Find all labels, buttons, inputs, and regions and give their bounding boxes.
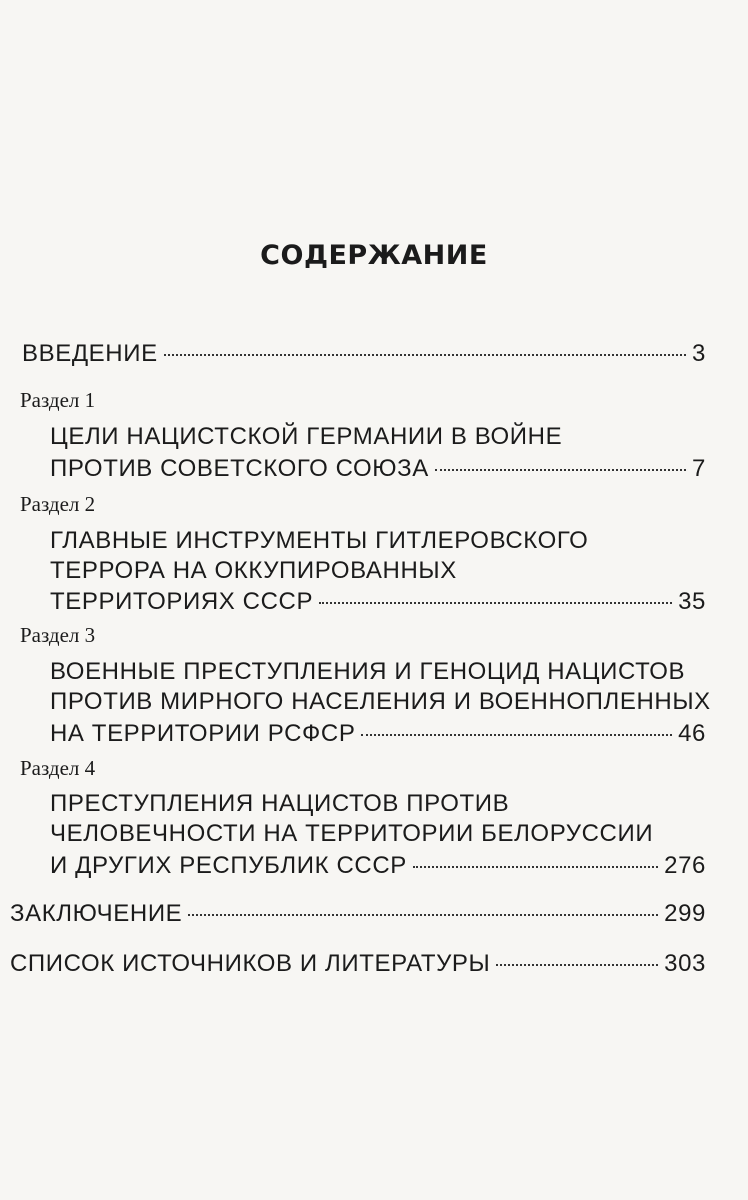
toc-entry-label: ВВЕДЕНИЕ [22,340,158,367]
section-label: Раздел 2 [20,492,96,516]
toc-entry-section-2 [50,588,706,616]
page-title: СОДЕРЖАНИЕ [260,240,488,271]
toc-entry-page: 299 [664,900,706,927]
toc-entry-page: 35 [678,588,706,615]
section-title-line: ТЕРРИТОРИЯХ СССР [50,588,314,615]
toc-entry-conclusion [10,900,706,928]
section-label: Раздел 3 [20,623,96,647]
section-label: Раздел 4 [20,756,96,780]
dot-leader [413,866,658,868]
section-title-line: ТЕРРОРА НА ОККУПИРОВАННЫХ [50,557,457,584]
toc-entry-section-4 [50,852,706,880]
dot-leader [164,354,686,356]
toc-entry-page: 46 [678,720,706,747]
section-title-line: ГЛАВНЫЕ ИНСТРУМЕНТЫ ГИТЛЕРОВСКОГО [50,527,589,554]
section-label: Раздел 1 [20,388,96,412]
section-title-line: ЦЕЛИ НАЦИСТСКОЙ ГЕРМАНИИ В ВОЙНЕ [50,423,563,450]
toc-entry-sources [10,950,706,978]
toc-entry-page: 3 [692,340,706,367]
toc-entry-intro [22,340,706,368]
toc-entry-section-3 [50,720,706,748]
toc-entry-page: 303 [664,950,706,977]
section-title-line: И ДРУГИХ РЕСПУБЛИК СССР [50,852,407,879]
dot-leader [496,964,658,966]
section-title-line: ПРОТИВ МИРНОГО НАСЕЛЕНИЯ И ВОЕННОПЛЕННЫХ [50,688,711,715]
dot-leader [435,469,686,471]
section-title-line: ВОЕННЫЕ ПРЕСТУПЛЕНИЯ И ГЕНОЦИД НАЦИСТОВ [50,658,686,685]
section-title-line: ПРЕСТУПЛЕНИЯ НАЦИСТОВ ПРОТИВ [50,790,510,817]
toc-entry-label: ЗАКЛЮЧЕНИЕ [10,900,183,927]
section-title-line: ПРОТИВ СОВЕТСКОГО СОЮЗА [50,455,429,482]
toc-entry-label: СПИСОК ИСТОЧНИКОВ И ЛИТЕРАТУРЫ [10,950,491,977]
dot-leader [319,602,672,604]
toc-entry-page: 276 [664,852,706,879]
toc-entry-page: 7 [692,455,706,482]
toc-entry-section-1 [50,455,706,483]
section-title-line: НА ТЕРРИТОРИИ РСФСР [50,720,356,747]
dot-leader [188,914,658,916]
dot-leader [361,734,672,736]
section-title-line: ЧЕЛОВЕЧНОСТИ НА ТЕРРИТОРИИ БЕЛОРУССИИ [50,820,654,847]
